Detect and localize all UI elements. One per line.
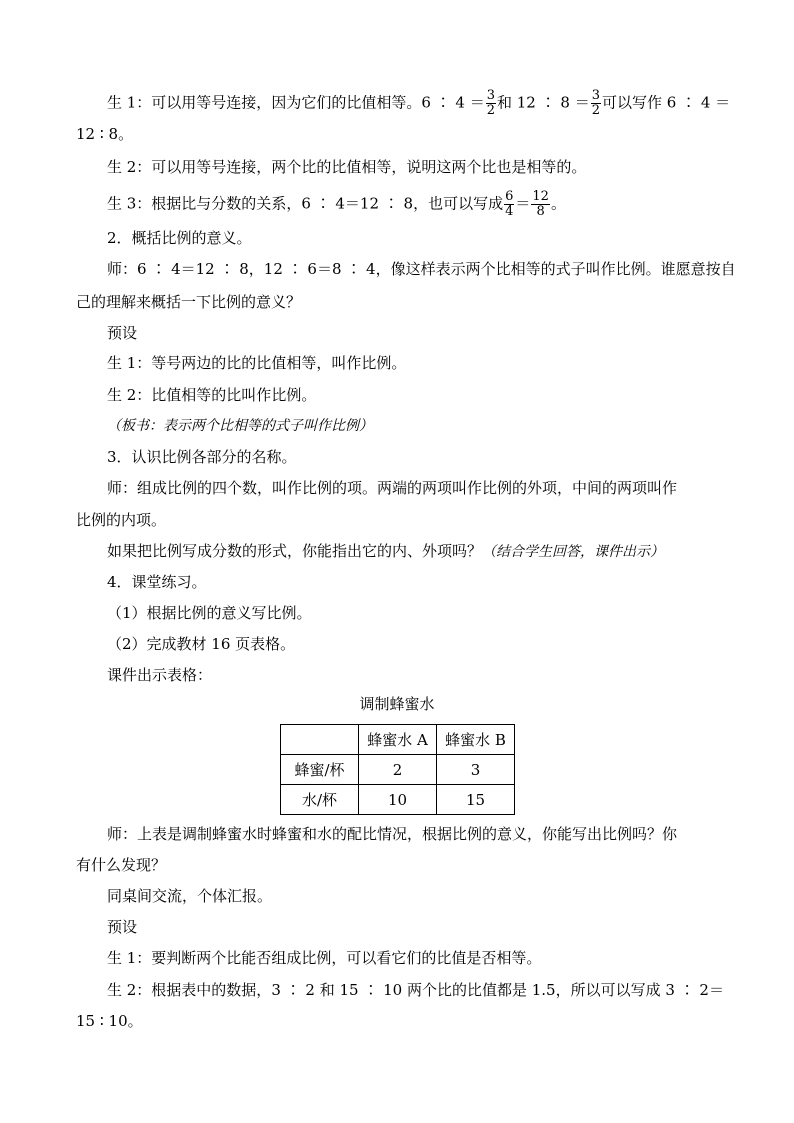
text-segment: 生 3：根据比与分数的关系，6 ∶ 4＝12 ∶ 8，也可以写成 bbox=[107, 194, 504, 213]
table-cell: 3 bbox=[437, 755, 515, 785]
text-segment: 可以写作 6 ∶ 4 ＝ bbox=[601, 93, 731, 112]
paragraph-continuation: 12 ∶ 8。 bbox=[76, 125, 134, 143]
paragraph-student2: 生 2：可以用等号连接，两个比的比值相等，说明这两个比也是相等的。 bbox=[107, 158, 587, 176]
paragraph-continuation: 有什么发现？ bbox=[76, 856, 167, 874]
fraction-denominator: 2 bbox=[591, 103, 600, 118]
table-caption: 调制蜂蜜水 bbox=[359, 695, 435, 713]
paragraph-text: 课件出示表格： bbox=[107, 666, 213, 684]
preset-label: 预设 bbox=[107, 324, 138, 342]
paragraph-teacher: 师：组成比例的四个数，叫作比例的项。两端的两项叫作比例的外项，中间的两项叫作 bbox=[107, 479, 678, 497]
fraction-numerator: 3 bbox=[591, 88, 600, 103]
fraction bbox=[531, 190, 550, 219]
section-heading: 2．概括比例的意义。 bbox=[107, 229, 252, 247]
paragraph-student1: 生 1：要判断两个比能否组成比例，可以看它们的比值是否相等。 bbox=[107, 949, 542, 967]
table-row-label: 水/杯 bbox=[281, 785, 359, 815]
paragraph-teacher: 师：6 ∶ 4＝12 ∶ 8，12 ∶ 6＝8 ∶ 4，像这样表示两个比相等的式子叫作比例。谁愿意按自 bbox=[107, 260, 736, 278]
fraction-denominator: 4 bbox=[505, 204, 514, 219]
fraction-denominator: 2 bbox=[486, 103, 495, 118]
paragraph-student3 bbox=[107, 190, 566, 219]
section-heading: 3．认识比例各部分的名称。 bbox=[107, 448, 297, 466]
paragraph-question bbox=[107, 541, 664, 562]
paragraph-student2: 生 2：根据表中的数据，3 ∶ 2 和 15 ∶ 10 两个比的比值都是 1.5，所以可以写成 3 ∶ 2＝ bbox=[107, 981, 724, 999]
table-header-cell: 蜂蜜水 A bbox=[359, 725, 437, 755]
paragraph-teacher: 师：上表是调制蜂蜜水时蜂蜜和水的配比情况，根据比例的意义，你能写出比例吗？你 bbox=[107, 825, 678, 843]
fraction bbox=[504, 190, 514, 219]
board-note: （板书：表示两个比相等的式子叫作比例） bbox=[107, 418, 373, 434]
exercise-item: （2）完成教材 16 页表格。 bbox=[107, 635, 296, 653]
table-header-row bbox=[281, 725, 515, 755]
paragraph-student2: 生 2：比值相等的比叫作比例。 bbox=[107, 386, 317, 404]
text-segment: 如果把比例写成分数的形式，你能指出它的内、外项吗？ bbox=[107, 542, 483, 560]
fraction-denominator: 8 bbox=[536, 204, 545, 219]
table-cell: 15 bbox=[437, 785, 515, 815]
text-segment: 和 12 ∶ 8 ＝ bbox=[497, 93, 590, 112]
table-row-label: 蜂蜜/杯 bbox=[281, 755, 359, 785]
text-segment: 。 bbox=[550, 194, 566, 213]
inline-note: （结合学生回答，课件出示） bbox=[482, 544, 665, 560]
text-segment: 生 1：可以用等号连接，因为它们的比值相等。6 ∶ 4 ＝ bbox=[107, 93, 485, 112]
paragraph-continuation: 己的理解来概括一下比例的意义？ bbox=[76, 293, 302, 311]
paragraph-student1 bbox=[107, 89, 730, 118]
preset-label: 预设 bbox=[107, 918, 138, 936]
table-header-cell bbox=[281, 725, 359, 755]
paragraph-text: 同桌间交流，个体汇报。 bbox=[107, 887, 273, 905]
paragraph-continuation: 比例的内项。 bbox=[76, 511, 167, 529]
exercise-item: （1）根据比例的意义写比例。 bbox=[107, 604, 312, 622]
paragraph-continuation: 15 ∶ 10。 bbox=[76, 1012, 143, 1030]
honey-water-table bbox=[280, 724, 515, 815]
table-row bbox=[281, 755, 515, 785]
section-heading: 4．课堂练习。 bbox=[107, 573, 207, 591]
fraction bbox=[486, 89, 496, 118]
fraction bbox=[591, 89, 601, 118]
paragraph-student1: 生 1：等号两边的比的比值相等，叫作比例。 bbox=[107, 354, 407, 372]
fraction-numerator: 6 bbox=[505, 189, 514, 204]
fraction-numerator: 3 bbox=[486, 88, 495, 103]
text-segment: ＝ bbox=[515, 194, 531, 213]
table-cell: 2 bbox=[359, 755, 437, 785]
table-cell: 10 bbox=[359, 785, 437, 815]
table-row bbox=[281, 785, 515, 815]
table-header-cell: 蜂蜜水 B bbox=[437, 725, 515, 755]
fraction-numerator: 12 bbox=[532, 189, 549, 204]
